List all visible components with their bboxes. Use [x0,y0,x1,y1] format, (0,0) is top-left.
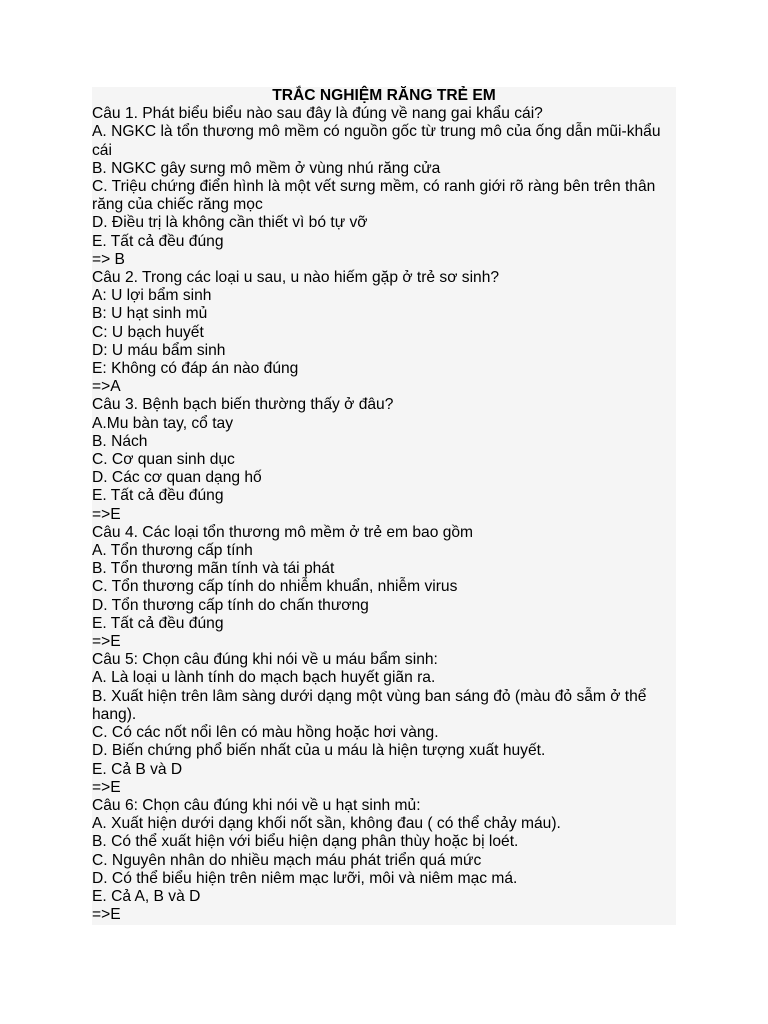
document-title: TRẮC NGHIỆM RĂNG TRẺ EM [272,87,496,104]
q6-option-a: A. Xuất hiện dưới dạng khối nốt sần, không đau ( có thể chảy máu). [92,815,561,833]
q2-answer: =>A [92,378,121,396]
quiz-text-block [92,87,676,925]
q3-option-b: B. Nách [92,432,148,450]
q5-option-c: C. Có các nốt nổi lên có màu hồng hoặc hơi vàng. [92,724,439,742]
q3-answer: =>E [92,505,121,523]
q4-option-a: A. Tổn thương cấp tính [92,542,253,560]
q5-option-d: D. Biến chứng phổ biến nhất của u máu là hiện tượng xuất huyết. [92,742,546,760]
q1-option-c: C. Triệu chứng điển hình là một vết sưng mềm, có ranh giới rõ ràng bên trên thân răng của chiếc răng mọc [92,178,656,214]
q4-answer: =>E [92,633,121,651]
question-2: Câu 2. Trong các loại u sau, u nào hiếm gặp ở trẻ sơ sinh? [92,269,500,287]
q2-option-a: A: U lợi bẩm sinh [92,287,212,305]
q3-option-e: E. Tất cả đều đúng [92,487,224,505]
question-4: Câu 4. Các loại tổn thương mô mềm ở trẻ em bao gồm [92,523,474,541]
q1-answer: => B [92,250,125,268]
q2-option-c: C: U bạch huyết [92,323,204,341]
question-3: Câu 3. Bệnh bạch biến thường thấy ở đâu? [92,396,394,414]
q6-answer: =>E [92,906,121,924]
q5-answer: =>E [92,778,121,796]
q2-option-e: E: Không có đáp án nào đúng [92,360,299,378]
q6-option-d: D. Có thể biểu hiện trên niêm mạc lưỡi, môi và niêm mạc má. [92,869,518,887]
q1-option-a: A. NGKC là tổn thương mô mềm có nguồn gốc từ trung mô của ống dẫn mũi-khẩu cái [92,123,661,159]
q4-option-d: D. Tổn thương cấp tính do chấn thương [92,596,369,614]
q5-option-e: E. Cả B và D [92,760,183,778]
q1-option-b: B. NGKC gây sưng mô mềm ở vùng nhú răng cửa [92,159,441,177]
q3-option-a: A.Mu bàn tay, cổ tay [92,414,233,432]
question-6: Câu 6: Chọn câu đúng khi nói về u hạt sinh mủ: [92,796,421,814]
question-5: Câu 5: Chọn câu đúng khi nói về u máu bẩm sinh: [92,651,438,669]
q1-option-e: E. Tất cả đều đúng [92,232,224,250]
q3-option-c: C. Cơ quan sinh dục [92,451,235,469]
question-1: Câu 1. Phát biểu biểu nào sau đây là đúng về nang gai khẩu cái? [92,105,543,123]
q2-option-d: D: U máu bẩm sinh [92,341,226,359]
q2-option-b: B: U hạt sinh mủ [92,305,208,323]
q6-option-c: C. Nguyên nhân do nhiều mạch máu phát triển quá mức [92,851,482,869]
q4-option-c: C. Tổn thương cấp tính do nhiễm khuẩn, nhiễm virus [92,578,458,596]
q4-option-b: B. Tổn thương mãn tính và tái phát [92,560,335,578]
q6-option-b: B. Có thể xuất hiện với biểu hiện dạng phân thùy hoặc bị loét. [92,833,519,851]
q5-option-b: B. Xuất hiện trên lâm sàng dưới dạng một vùng ban sáng đỏ (màu đỏ sẫm ở thể hang). [92,687,647,723]
q6-option-e: E. Cả A, B và D [92,887,201,905]
q5-option-a: A. Là loại u lành tính do mạch bạch huyết giãn ra. [92,669,436,687]
q3-option-d: D. Các cơ quan dạng hố [92,469,262,487]
q1-option-d: D. Điều trị là không cần thiết vì bó tự vỡ [92,214,368,232]
q4-option-e: E. Tất cả đều đúng [92,614,224,632]
